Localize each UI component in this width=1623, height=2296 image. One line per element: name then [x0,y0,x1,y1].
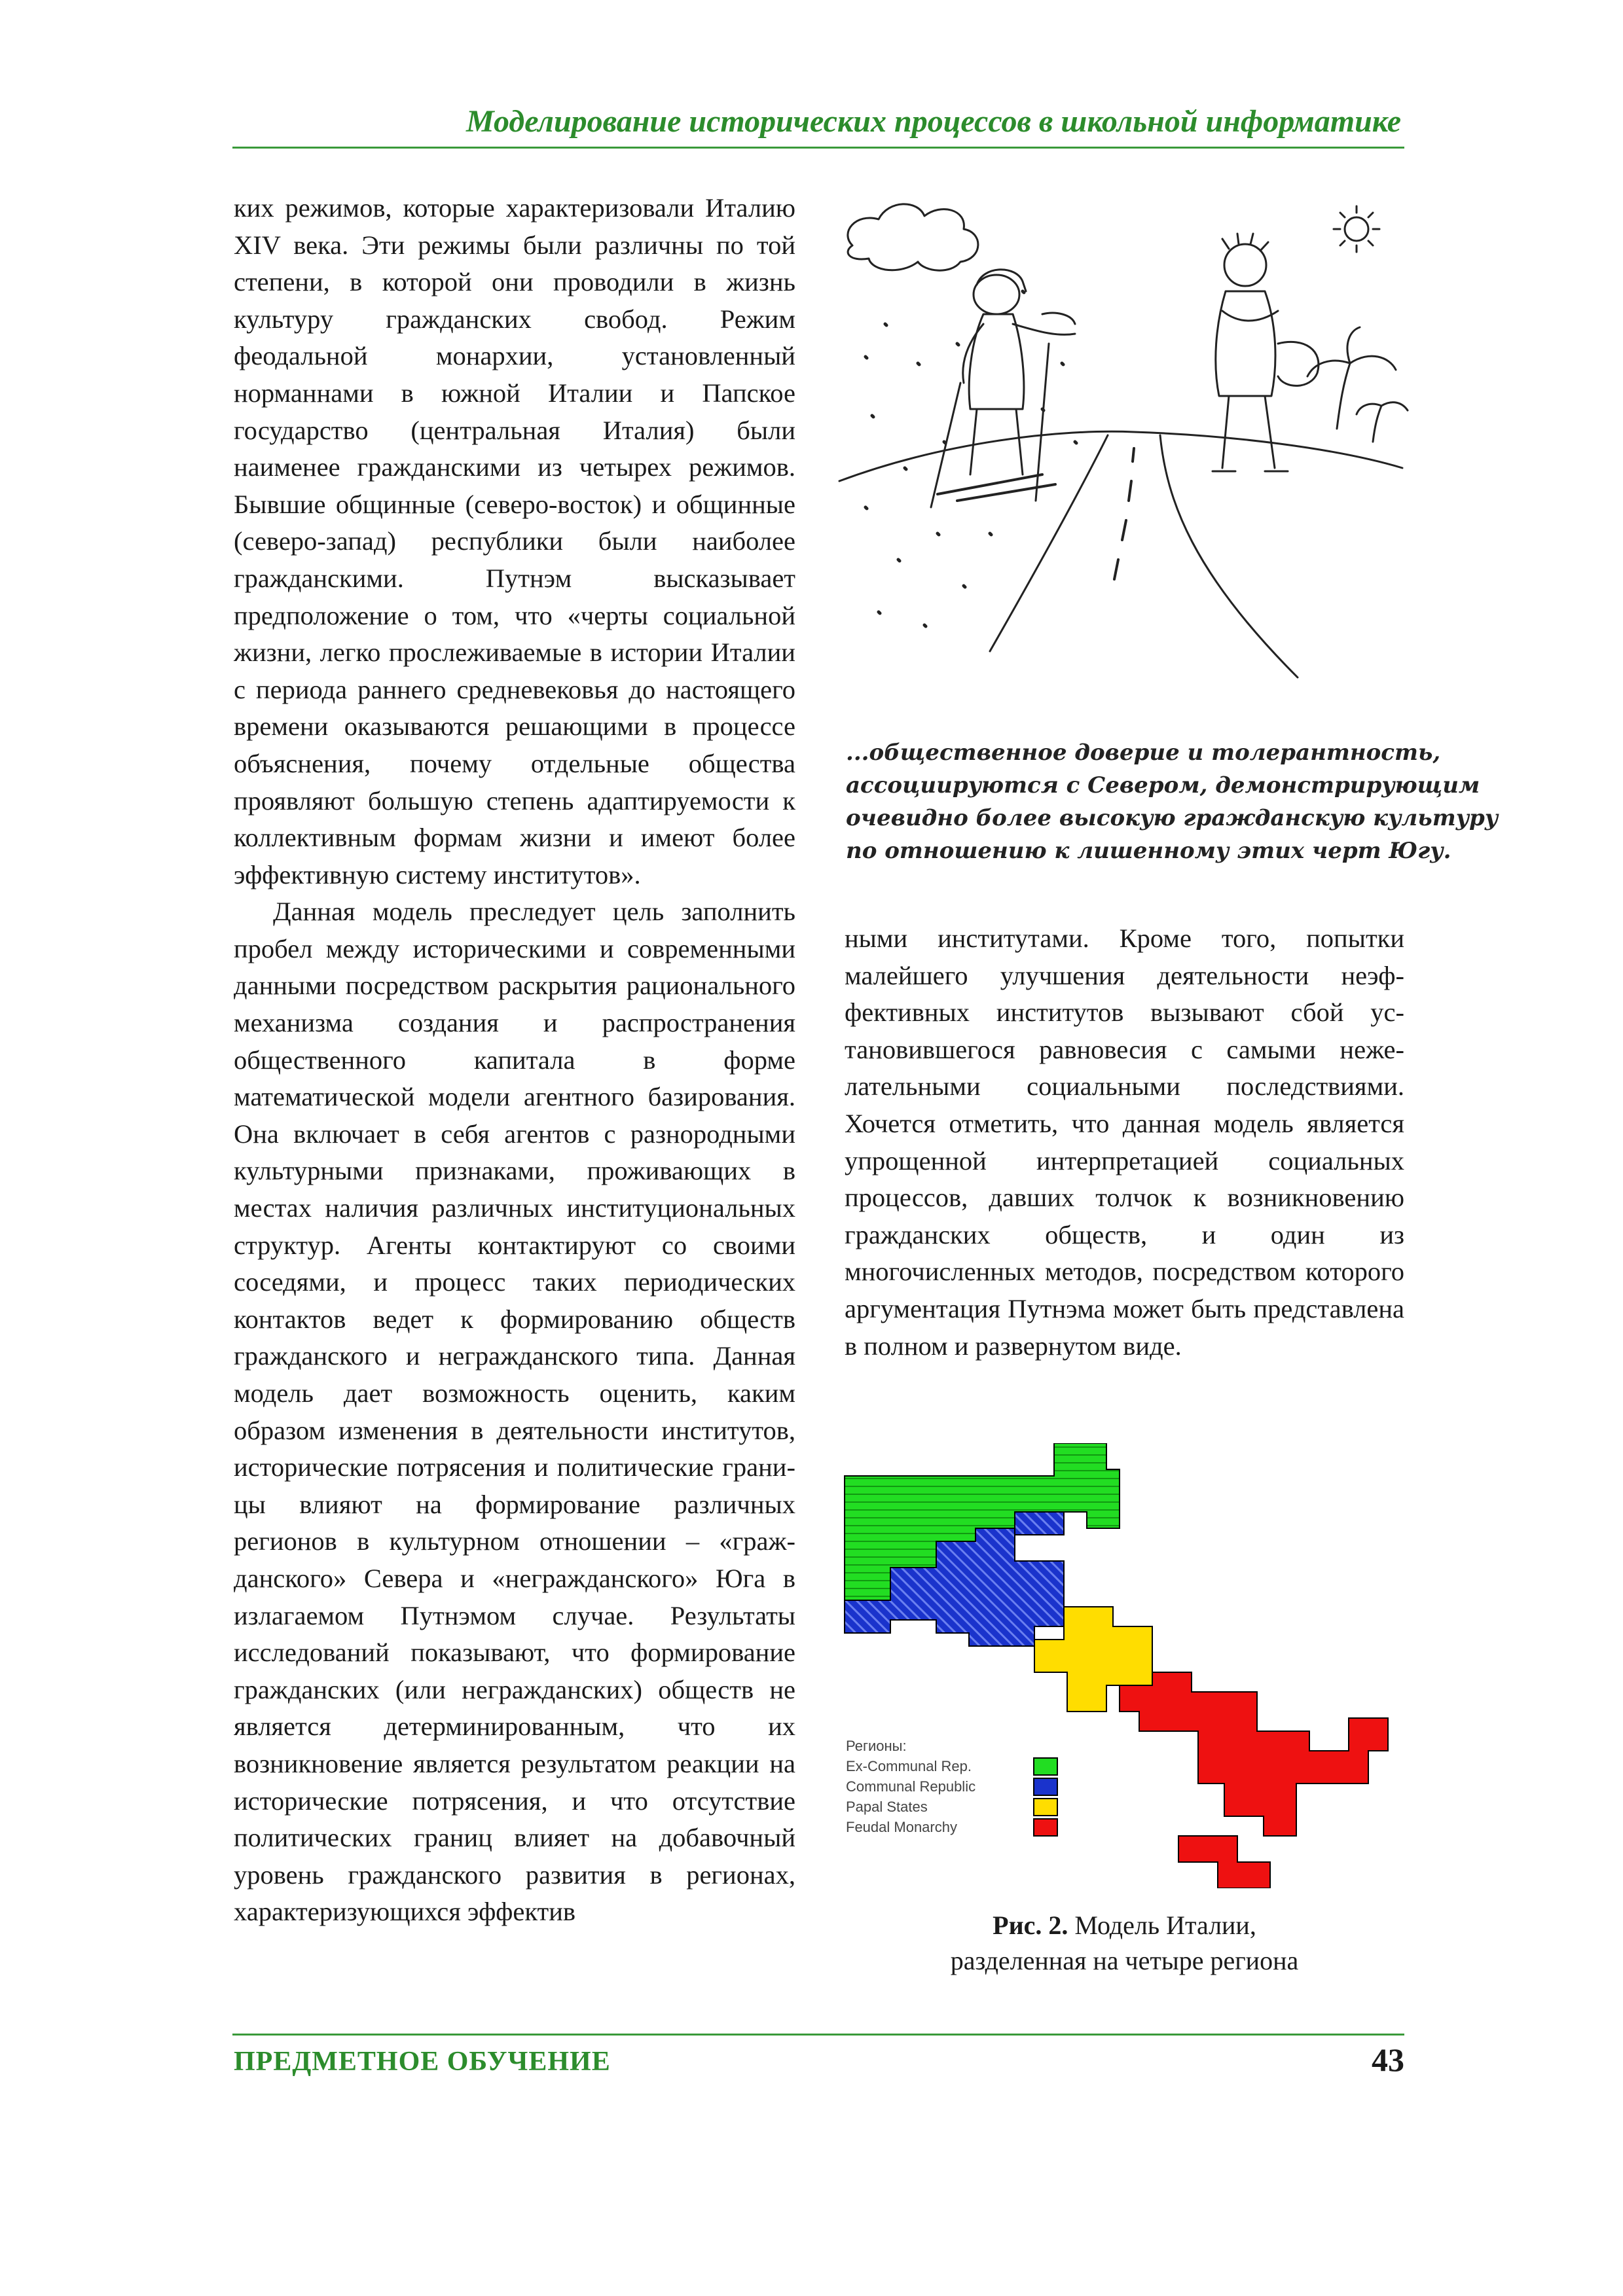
map-legend [846,1736,976,1837]
right-column [845,920,1404,1365]
legend-swatch-feudal-monarchy [1033,1818,1058,1837]
right-paragraph-1: ными институтами. Кроме того, попытки малейшего улучшения деятельности неэффективных институтов вызывают сбой установившегося равновесия с самыми нежелательными социальными последствиями. Хочется отметить, что данная модель является упрощенной интерпретацией социальных процессов, давших толчок к возникновению гражданских обществ, и один из многочисленных методов, посредством которого аргументация Путнэма может быть представлена в полном и развернутом виде. [845,924,1404,1361]
legend-label-papal-states: Papal States [846,1799,928,1815]
cartoon-caption-line-3: очевидно более высокую гражданскую культуру [846,805,1499,831]
southern-figure [1213,234,1319,471]
sun-icon [1334,206,1379,252]
cartoon-illustration [826,193,1415,717]
cloud [848,204,978,270]
footer-rule [232,2034,1404,2036]
palm-trees [1307,327,1408,442]
page-number: 43 [1372,2041,1404,2078]
left-paragraph-1: ких режимов, которые характеризовали Италию XIV века. Эти режимы были различны по той степени, в которой они проводили в жизнь культуру гражданских свобод. Режим феодальной монархии, установленный норманнами в южной Италии и Папское государство (центральная Италия) были наименее гражданскими из четырех режимов. Бывшие общинные (северо-восток) и общинные (северо-запад) республики были наиболее гражданскими. Путнэм высказывает предположение о том, что «черты социальной жизни, легко прослеживаемые в истории Италии с периода раннего средневековья до настоящего времени оказываются решающими в процессе объяснения, почему отдельные общества проявляют большую степень адаптируемости к коллективным формам жизни и имеют более эффективную систему институтов». [234,193,795,889]
legend-swatch-papal-states [1033,1798,1058,1816]
legend-label-communal-republic: Communal Republic [846,1778,976,1795]
legend-label-ex-communal: Ex-Communal Rep. [846,1758,972,1774]
legend-swatches [1033,1757,1058,1837]
figure-caption [845,1908,1404,1979]
region-feudal-monarchy [1120,1672,1388,1836]
legend-swatch-ex-communal [1033,1757,1058,1776]
legend-swatch-communal-republic [1033,1778,1058,1796]
skier-figure [931,270,1075,507]
legend-label-feudal-monarchy: Feudal Monarchy [846,1819,957,1835]
legend-title: Регионы: [846,1738,907,1754]
header-rule [232,147,1404,149]
running-header: Моделирование исторических процессов в школьной информатике [466,104,1401,139]
figure-caption-line-2: разделенная на четыре региона [950,1946,1299,1975]
footer-section-title: ПРЕДМЕТНОЕ ОБУЧЕНИЕ [234,2047,611,2077]
left-column [234,190,795,1931]
cartoon-caption-line-2: ассоциируются с Севером, демонстрирующим [846,772,1480,798]
figure-label: Рис. 2. [993,1910,1068,1940]
road [990,435,1298,677]
cartoon-caption-line-1: ...общественное доверие и толерантность, [846,740,1441,766]
cartoon-caption-line-4: по отношению к лишенному этих черт Югу. [846,838,1451,864]
cartoon-caption [846,736,1499,867]
horizon [839,431,1402,481]
figure-caption-line-1: Модель Италии, [1074,1910,1256,1940]
left-paragraph-2: Данная модель преследует цель заполнить пробел между историческими и современными данными посредством раскрытия рационального механизма создания и распространения общественного капитала в форме математической модели агентного базирования. Она включает в себя агентов с разнородными культурными признаками, проживающих в местах наличия различных институциональных структур. Агенты контактируют со своими соседями, и процесс таких периодических контактов ведет к формированию обществ гражданского и негражданского типа. Данная модель дает возможность оценить, каким образом изменения в деятельности институтов, исторические потрясения и политические границы влияют на формирование различных регионов в культурном отношении – «гражданского» Севера и «негражданского» Юга в излагаемом Путнэмом случае. Результаты исследований показывают, что формирование гражданских (или негражданских) обществ не является детерминированным, что их возникновение является результатом реакции на исторические потрясения, и что отсутствие политических границ влияет на добавочный уровень гражданского развития в регионах, характеризующихся эффектив [234,897,795,1927]
